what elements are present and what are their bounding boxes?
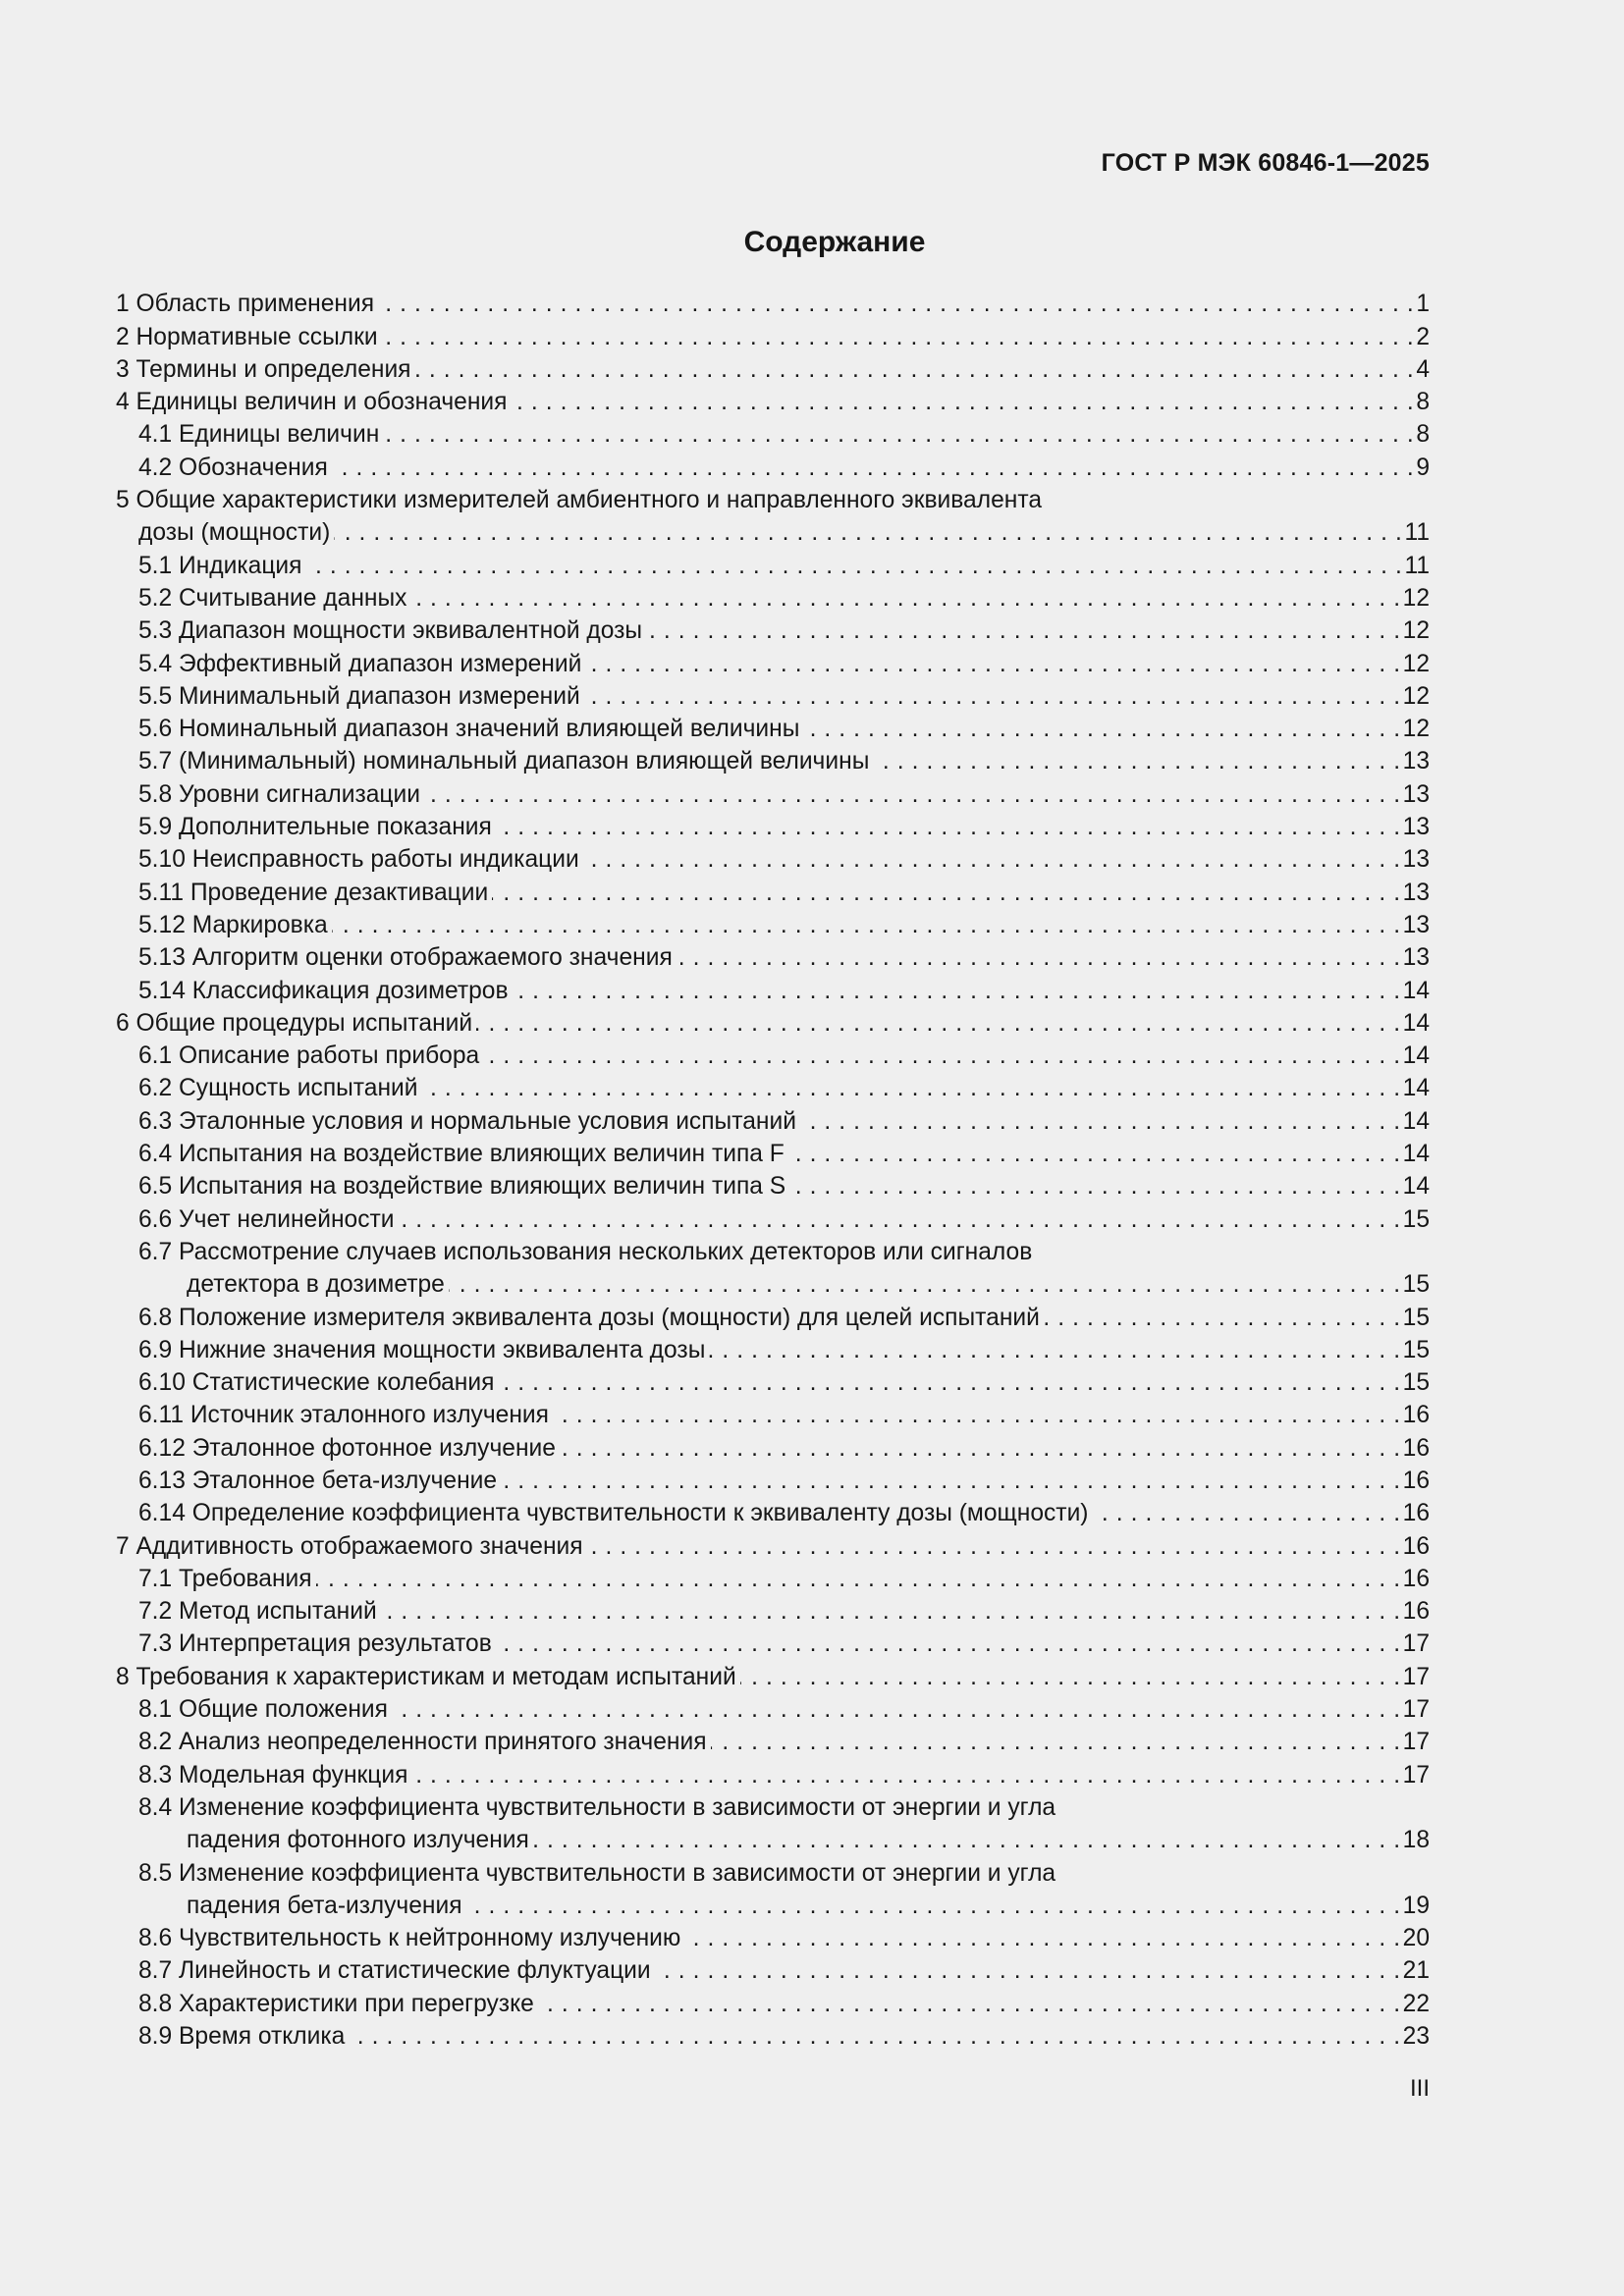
toc-entry: [116, 1333, 1430, 1365]
dot-leader: [646, 616, 1401, 646]
dot-leader: [392, 1695, 1401, 1725]
toc-entry: [116, 1986, 1430, 2018]
toc-entry-label: 5.14 Классификация дозиметров: [138, 977, 509, 1004]
dot-leader: [378, 290, 1414, 319]
toc-entry: [116, 1137, 1430, 1169]
dot-leader: [709, 1336, 1400, 1365]
toc-entry-label: 2 Нормативные ссылки: [116, 323, 378, 350]
toc-entry: [116, 1039, 1430, 1071]
toc-entry: [116, 581, 1430, 614]
dot-leader: [466, 1892, 1401, 1921]
toc-entry-label: 5.7 (Минимальный) номинальный диапазон влияющей величины: [138, 748, 870, 775]
toc-entry-page: 16: [1402, 1500, 1430, 1527]
toc-entry: [116, 385, 1430, 417]
toc-entry: [116, 1169, 1430, 1201]
toc-entry-page: 13: [1402, 879, 1430, 906]
toc-entry: [116, 1071, 1430, 1103]
toc-title: Содержание: [743, 226, 926, 258]
toc-entry-label: 5.6 Номинальный диапазон значений влияющей величины: [138, 716, 800, 743]
toc-entry-label: 8.8 Характеристики при перегрузке: [138, 1990, 534, 2017]
toc-entry-page: 21: [1402, 1957, 1430, 1985]
table-of-contents: [116, 287, 1430, 2052]
dot-leader: [415, 355, 1415, 385]
dot-leader: [383, 420, 1414, 450]
toc-entry-label: 8 Требования к характеристикам и методам испытаний: [116, 1663, 736, 1690]
toc-entry: [116, 1921, 1430, 1953]
toc-entry: [116, 1659, 1430, 1691]
toc-entry-label: 6.9 Нижние значения мощности эквивалента дозы: [138, 1336, 706, 1363]
dot-leader: [711, 1728, 1401, 1757]
toc-entry-label: 8.7 Линейность и статистические флуктуации: [138, 1957, 651, 1985]
toc-entry-page: 13: [1402, 846, 1430, 874]
toc-entry-page: 20: [1402, 1925, 1430, 1952]
toc-entry: [116, 1300, 1430, 1332]
toc-entry-label: 3 Термины и определения: [116, 355, 411, 383]
toc-entry-page: 14: [1402, 1075, 1430, 1102]
toc-entry: [116, 1267, 1430, 1300]
toc-entry-label: 6.10 Статистические колебания: [138, 1369, 495, 1397]
toc-entry: [116, 1365, 1430, 1398]
dot-leader: [538, 1990, 1401, 2019]
toc-entry-page: 15: [1402, 1304, 1430, 1331]
toc-entry-label: 5.13 Алгоритм оценки отображаемого значения: [138, 944, 673, 972]
toc-entry-page: 14: [1402, 977, 1430, 1004]
dot-leader: [585, 650, 1400, 679]
toc-entry: [116, 1201, 1430, 1234]
toc-entry-page: 17: [1402, 1630, 1430, 1658]
toc-entry: [116, 1594, 1430, 1627]
toc-entry-label: 8.2 Анализ неопределенности принятого значения: [138, 1729, 707, 1756]
toc-entry-page: 14: [1402, 1173, 1430, 1201]
toc-entry-page: 16: [1402, 1598, 1430, 1626]
toc-entry-label: 6.13 Эталонное бета-излучение: [138, 1467, 498, 1494]
dot-leader: [584, 682, 1401, 712]
toc-entry-page: 22: [1402, 1990, 1430, 2017]
dot-leader: [483, 1041, 1400, 1071]
toc-entry: [116, 679, 1430, 712]
toc-entry: [116, 1528, 1430, 1561]
dot-leader: [498, 1368, 1400, 1398]
toc-entry-label: 6.1 Описание работы прибора: [138, 1042, 480, 1070]
toc-entry-label: 6.4 Испытания на воздействие влияющих величин типа F: [138, 1141, 785, 1168]
dot-leader: [496, 1629, 1401, 1659]
toc-entry: [116, 1562, 1430, 1594]
toc-entry-page: 15: [1402, 1336, 1430, 1363]
toc-entry: [116, 1627, 1430, 1659]
toc-entry-label: 5.11 Проведение дезактивации: [138, 879, 489, 906]
toc-entry: [116, 1430, 1430, 1463]
toc-entry-page: 12: [1402, 617, 1430, 645]
toc-entry: [116, 1757, 1430, 1789]
toc-entry-label: 1 Область применения: [116, 291, 375, 318]
toc-entry-page: 14: [1402, 1009, 1430, 1037]
dot-leader: [496, 813, 1401, 842]
toc-entry-label: 8.4 Изменение коэффициента чувствительности в зависимости от энергии и угла: [138, 1793, 1056, 1821]
toc-entry: [116, 776, 1430, 809]
toc-entry-page: 16: [1402, 1402, 1430, 1429]
toc-entry-page: 1: [1416, 291, 1430, 318]
toc-entry-page: 12: [1402, 584, 1430, 612]
toc-entry-page: 16: [1402, 1434, 1430, 1462]
toc-entry-page: 15: [1402, 1369, 1430, 1397]
toc-entry: [116, 417, 1430, 450]
toc-entry-label: 5.3 Диапазон мощности эквивалентной дозы: [138, 617, 643, 645]
dot-leader: [740, 1663, 1401, 1692]
toc-entry-label: 6 Общие процедуры испытаний: [116, 1009, 473, 1037]
toc-entry: [116, 908, 1430, 940]
toc-entry-page: 12: [1402, 716, 1430, 743]
dot-leader: [684, 1924, 1400, 1953]
dot-leader: [476, 1009, 1400, 1039]
dot-leader: [399, 1205, 1401, 1235]
toc-entry-label: 7.3 Интерпретация результатов: [138, 1630, 492, 1658]
dot-leader: [677, 943, 1401, 973]
toc-entry-page: 19: [1402, 1892, 1430, 1919]
toc-entry-page: 9: [1416, 454, 1430, 481]
dot-leader: [411, 1761, 1400, 1790]
toc-entry: [116, 548, 1430, 580]
toc-entry-label: 5.5 Минимальный диапазон измерений: [138, 682, 580, 710]
toc-entry-label: 5.12 Маркировка: [138, 911, 328, 938]
toc-entry-page: 2: [1416, 323, 1430, 350]
dot-leader: [349, 2022, 1400, 2052]
toc-entry-label: 7 Аддитивность отображаемого значения: [116, 1532, 583, 1560]
toc-entry: [116, 744, 1430, 776]
toc-entry-label: 6.5 Испытания на воздействие влияющих величин типа S: [138, 1173, 786, 1201]
toc-entry: [116, 2019, 1430, 2052]
toc-entry-page: 17: [1402, 1696, 1430, 1724]
toc-entry-page: 23: [1402, 2023, 1430, 2051]
toc-entry-label: 6.2 Сущность испытаний: [138, 1075, 418, 1102]
dot-leader: [873, 747, 1400, 776]
toc-entry: [116, 352, 1430, 385]
toc-entry-label: 6.6 Учет нелинейности: [138, 1205, 395, 1233]
toc-entry: [116, 1855, 1430, 1888]
toc-entry-label: 8.6 Чувствительность к нейтронному излучению: [138, 1925, 681, 1952]
dot-leader: [424, 780, 1401, 810]
toc-entry-label: 4.2 Обозначения: [138, 454, 328, 481]
toc-entry: [116, 1006, 1430, 1039]
toc-entry: [116, 1103, 1430, 1136]
toc-entry: [116, 810, 1430, 842]
toc-entry-label: 4 Единицы величин и обозначения: [116, 389, 508, 416]
toc-entry-page: 8: [1416, 389, 1430, 416]
toc-entry-label: 5.10 Неисправность работы индикации: [138, 846, 579, 874]
toc-entry: [116, 614, 1430, 646]
toc-entry-page: 15: [1402, 1205, 1430, 1233]
dot-leader: [553, 1401, 1401, 1430]
dot-leader: [501, 1467, 1401, 1496]
dot-leader: [334, 518, 1402, 548]
toc-entry-page: 14: [1402, 1107, 1430, 1135]
dot-leader: [583, 845, 1401, 875]
toc-entry-label: 8.1 Общие положения: [138, 1696, 388, 1724]
dot-leader: [803, 715, 1400, 744]
toc-entry-page: 12: [1402, 650, 1430, 677]
toc-entry-label: 5.8 Уровни сигнализации: [138, 780, 420, 808]
toc-entry-page: 4: [1416, 355, 1430, 383]
toc-entry-label: 5.2 Считывание данных: [138, 584, 407, 612]
dot-leader: [306, 552, 1403, 581]
dot-leader: [1044, 1304, 1401, 1333]
toc-entry: [116, 875, 1430, 907]
dot-leader: [449, 1270, 1401, 1300]
toc-entry: [116, 1953, 1430, 1986]
dot-leader: [422, 1074, 1401, 1103]
toc-entry-page: 17: [1402, 1729, 1430, 1756]
toc-entry-label: 7.1 Требования: [138, 1565, 312, 1592]
dot-leader: [1093, 1499, 1401, 1528]
toc-entry-label: 8.3 Модельная функция: [138, 1761, 408, 1789]
toc-entry: [116, 646, 1430, 678]
toc-entry: [116, 1889, 1430, 1921]
toc-entry: [116, 1496, 1430, 1528]
toc-entry: [116, 940, 1430, 973]
toc-entry-page: 12: [1402, 682, 1430, 710]
toc-entry-label: 5.1 Индикация: [138, 552, 302, 579]
dot-leader: [800, 1107, 1401, 1137]
dot-leader: [560, 1434, 1401, 1464]
toc-entry-label: 6.12 Эталонное фотонное излучение: [138, 1434, 556, 1462]
toc-entry-page: 13: [1402, 944, 1430, 972]
toc-entry: [116, 1398, 1430, 1430]
toc-entry: [116, 515, 1430, 548]
toc-entry: [116, 1464, 1430, 1496]
dot-leader: [789, 1172, 1400, 1201]
toc-entry: [116, 842, 1430, 875]
dot-leader: [511, 388, 1414, 417]
dot-leader: [332, 454, 1415, 483]
toc-entry-page: 16: [1402, 1565, 1430, 1592]
dot-leader: [381, 1597, 1401, 1627]
toc-entry-page: 14: [1402, 1141, 1430, 1168]
toc-entry-label: 6.14 Определение коэффициента чувствительности к эквиваленту дозы (мощности): [138, 1500, 1089, 1527]
toc-entry-page: 8: [1416, 421, 1430, 449]
dot-leader: [513, 977, 1401, 1006]
dot-leader: [492, 879, 1400, 908]
toc-entry-page: 13: [1402, 911, 1430, 938]
toc-entry-page: 16: [1402, 1532, 1430, 1560]
toc-entry-page: 11: [1404, 552, 1430, 579]
toc-entry-label: 6.3 Эталонные условия и нормальные условия испытаний: [138, 1107, 796, 1135]
toc-entry: [116, 1692, 1430, 1725]
toc-entry-label: падения фотонного излучения: [187, 1827, 529, 1854]
toc-entry-label: 6.7 Рассмотрение случаев использования нескольких детекторов или сигналов: [138, 1238, 1033, 1265]
toc-entry-label: 6.11 Источник эталонного излучения: [138, 1402, 549, 1429]
dot-leader: [533, 1826, 1401, 1855]
dot-leader: [316, 1565, 1401, 1594]
dot-leader: [410, 584, 1400, 614]
toc-entry-label: 8.9 Время отклика: [138, 2023, 346, 2051]
toc-entry-label: детектора в дозиметре: [187, 1271, 445, 1299]
toc-entry-page: 13: [1402, 814, 1430, 841]
toc-entry-label: падения бета-излучения: [187, 1892, 462, 1919]
toc-entry-label: 4.1 Единицы величин: [138, 421, 380, 449]
dot-leader: [332, 911, 1401, 940]
toc-entry: [116, 1235, 1430, 1267]
toc-entry-label: 8.5 Изменение коэффициента чувствительности в зависимости от энергии и угла: [138, 1859, 1056, 1887]
toc-entry-page: 17: [1402, 1761, 1430, 1789]
toc-entry: [116, 1823, 1430, 1855]
toc-entry: [116, 1790, 1430, 1823]
dot-leader: [587, 1532, 1401, 1562]
toc-entry: [116, 712, 1430, 744]
toc-entry-page: 13: [1402, 748, 1430, 775]
toc-entry-page: 13: [1402, 780, 1430, 808]
document-code: ГОСТ Р МЭК 60846-1—2025: [1101, 149, 1430, 177]
toc-entry-page: 15: [1402, 1271, 1430, 1299]
dot-leader: [382, 323, 1415, 352]
toc-entry-label: дозы (мощности): [138, 519, 331, 547]
toc-entry: [116, 483, 1430, 515]
toc-entry-label: 6.8 Положение измерителя эквивалента дозы (мощности) для целей испытаний: [138, 1304, 1040, 1331]
toc-entry: [116, 973, 1430, 1005]
toc-entry-label: 5 Общие характеристики измерителей амбиентного и направленного эквивалента: [116, 487, 1043, 514]
toc-entry-page: 16: [1402, 1467, 1430, 1494]
toc-entry-page: 14: [1402, 1042, 1430, 1070]
toc-entry: [116, 287, 1430, 319]
toc-entry-page: 18: [1402, 1827, 1430, 1854]
dot-leader: [655, 1956, 1401, 1986]
page-number: III: [1409, 2075, 1430, 2102]
toc-entry-label: 5.9 Дополнительные показания: [138, 814, 492, 841]
toc-entry-label: 5.4 Эффективный диапазон измерений: [138, 650, 582, 677]
toc-entry-page: 11: [1404, 519, 1430, 547]
toc-entry-page: 17: [1402, 1663, 1430, 1690]
toc-entry: [116, 319, 1430, 351]
toc-entry: [116, 450, 1430, 482]
toc-entry: [116, 1725, 1430, 1757]
toc-entry-label: 7.2 Метод испытаний: [138, 1598, 377, 1626]
dot-leader: [788, 1140, 1401, 1169]
